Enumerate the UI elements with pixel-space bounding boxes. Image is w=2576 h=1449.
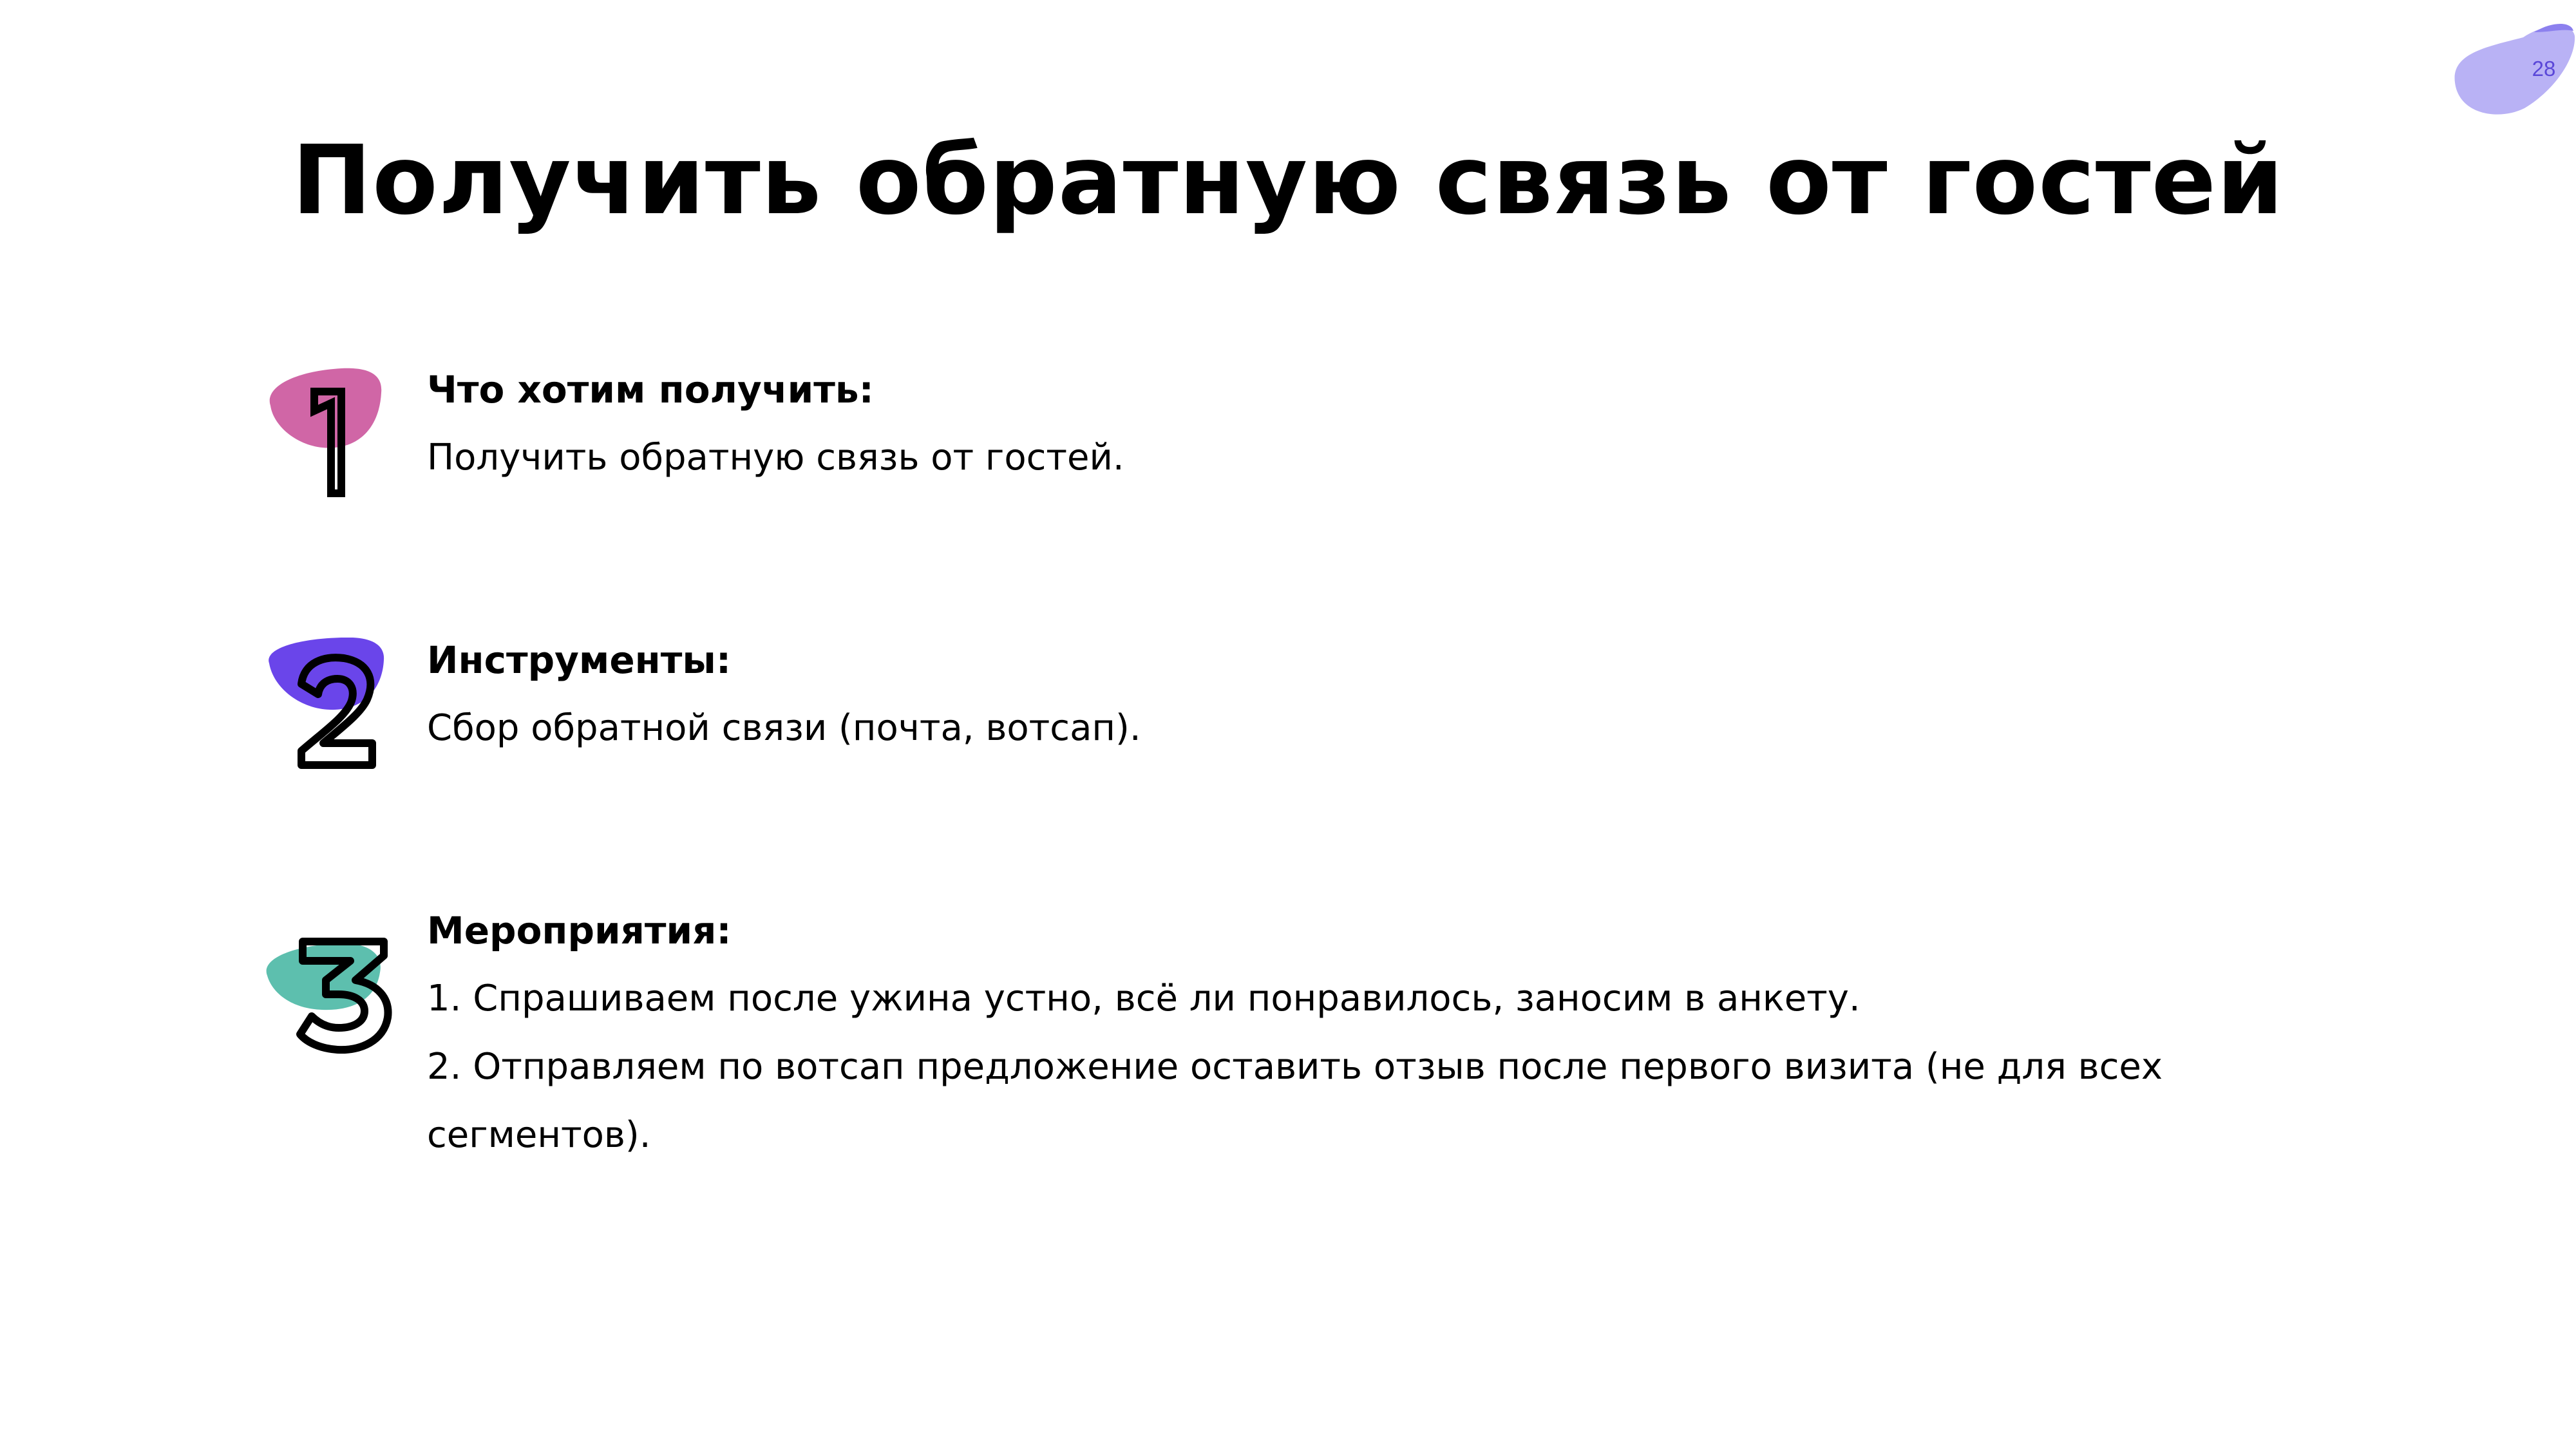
item-line: Получить обратную связь от гостей.: [427, 437, 1124, 478]
item-body: [427, 424, 2359, 492]
page-number: 28: [2532, 57, 2556, 80]
item-heading: Что хотим получить:: [427, 368, 874, 412]
item-body: [427, 965, 2359, 1170]
page-title: Получить обратную связь от гостей: [292, 125, 2284, 236]
item-heading: Мероприятия:: [427, 909, 732, 952]
item-line: 1. Спрашиваем после ужина устно, всё ли понравилось, заносим в анкету.: [427, 978, 1861, 1019]
item-text-1: [427, 367, 2359, 492]
number-three-icon: [258, 908, 412, 1063]
item-text-3: [427, 908, 2359, 1170]
item-body: [427, 694, 2359, 762]
number-one-icon: [258, 367, 412, 509]
item-line: 2. Отправляем по вотсап предложение оставить отзыв после первого визита (не для всех: [427, 1046, 2163, 1088]
page-number-badge: [2447, 18, 2576, 121]
item-line: сегментов).: [427, 1114, 651, 1156]
number-two-icon: [258, 638, 412, 779]
item-text-2: [427, 638, 2359, 762]
item-heading: Инструменты:: [427, 638, 732, 682]
item-line: Сбор обратной связи (почта, вотсап).: [427, 707, 1141, 749]
